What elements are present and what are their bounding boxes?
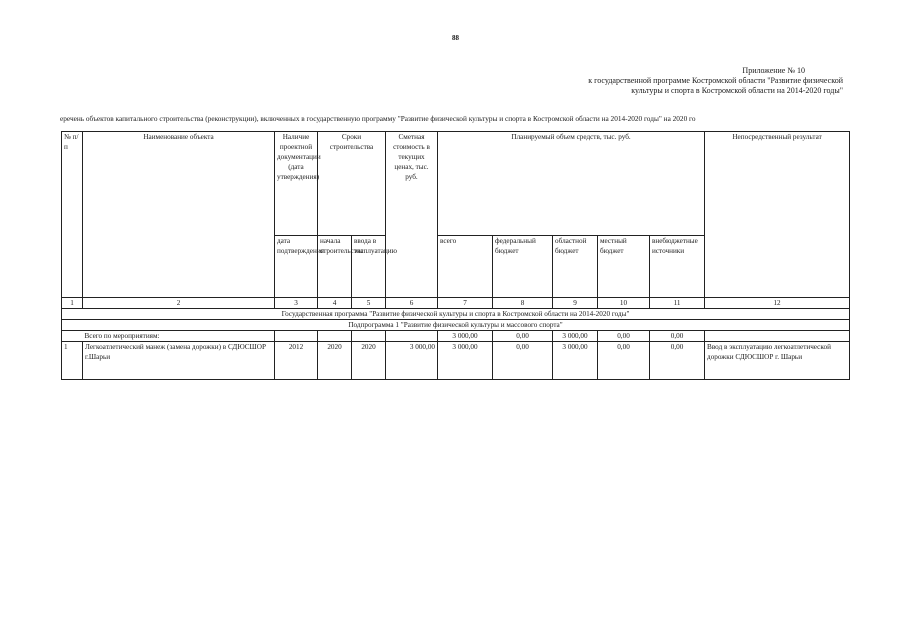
row-federal: 0,00 [493,342,553,380]
total-empty-cell [386,331,438,342]
program-row [62,309,850,320]
header-local: местный бюджет [598,236,650,298]
column-number: 9 [553,298,598,309]
total-row [62,331,850,342]
header-total: всего [438,236,493,298]
subprogram-title: Подпрограмма 1 "Развитие физической культуры и массового спорта" [62,320,850,331]
total-empty-cell [318,331,352,342]
row-result: Ввод в эксплуатацию легкоатлетической дорожки СДЮСШОР г. Шарьи [705,342,850,380]
program-title: Государственная программа "Развитие физической культуры и спорта в Костромской области на 2014-2020 годы" [62,309,850,320]
header-extra: внебюджетные источники [650,236,705,298]
column-number-row [62,298,850,309]
header-num: № п/п [62,132,83,298]
row-commission: 2020 [352,342,386,380]
column-number: 1 [62,298,83,309]
total-regional: 3 000,00 [553,331,598,342]
header-cost: Сметная стоимость в текущих ценах, тыс. руб. [386,132,438,298]
header-timing: Сроки строительства [318,132,386,236]
header-federal: федеральный бюджет [493,236,553,298]
row-num: 1 [62,342,83,380]
total-empty-cell [705,331,850,342]
total-federal: 0,00 [493,331,553,342]
total-num-cell [62,331,83,342]
total-extra: 0,00 [650,331,705,342]
column-number: 6 [386,298,438,309]
row-start: 2020 [318,342,352,380]
row-extra: 0,00 [650,342,705,380]
appendix-title: Приложение № 10 [742,66,805,75]
appendix-header [483,66,843,96]
header-name: Наименование объекта [83,132,275,298]
header-design-docs: Наличие проектной документации (дата утверждения) [275,132,318,236]
row-cost: 3 000,00 [386,342,438,380]
total-empty-cell [275,331,318,342]
column-number: 2 [83,298,275,309]
appendix-line-2: культуры и спорта в Костромской области на 2014-2020 годы" [631,86,843,95]
column-number: 8 [493,298,553,309]
total-label: Всего по мероприятиям: [83,331,275,342]
column-number: 3 [275,298,318,309]
header-approval-date: дата подтверждения [275,236,318,298]
document-title: еречень объектов капитального строительства (реконструкции), включенных в государственную программу "Развитие физической культуры и спорта в Костромской области на 2014-2020 годы" на 2020 го [60,114,696,123]
column-number: 11 [650,298,705,309]
column-number: 12 [705,298,850,309]
column-number: 7 [438,298,493,309]
row-object-name: Легкоатлетический манеж (замена дорожки) в СДЮСШОР г.Шарьи [83,342,275,380]
total-local: 0,00 [598,331,650,342]
row-total: 3 000,00 [438,342,493,380]
header-result: Непосредственный результат [705,132,850,298]
header-planned: Планируемый объем средств, тыс. руб. [438,132,705,236]
header-commission: ввода в эксплуатацию [352,236,386,298]
column-number: 4 [318,298,352,309]
header-row-1 [62,132,850,236]
page-number: 88 [452,34,459,42]
column-number: 5 [352,298,386,309]
column-number: 10 [598,298,650,309]
table-row [62,342,850,380]
header-regional: областной бюджет [553,236,598,298]
appendix-line-1: к государственной программе Костромской области "Развитие физической [588,76,843,85]
objects-table [61,131,850,380]
row-approval: 2012 [275,342,318,380]
total-empty-cell [352,331,386,342]
row-regional: 3 000,00 [553,342,598,380]
header-start: начала строительства [318,236,352,298]
subprogram-row [62,320,850,331]
total-sum: 3 000,00 [438,331,493,342]
row-local: 0,00 [598,342,650,380]
